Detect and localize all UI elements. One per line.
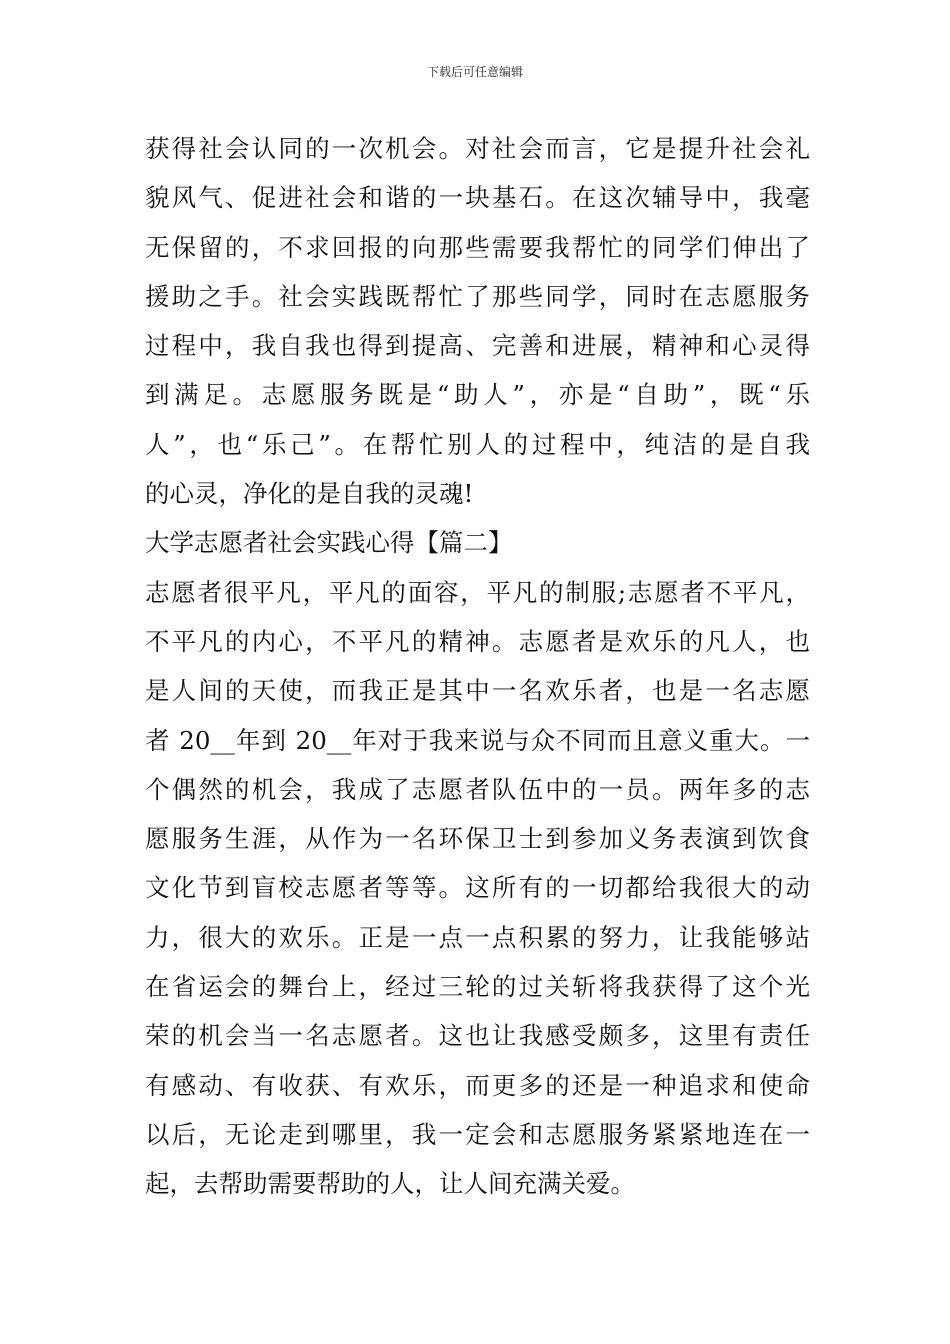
text-line: 的心灵，净化的是自我的灵魂! (145, 479, 474, 509)
text-line: 在省运会的舞台上，经过三轮的过关斩将我获得了这个光 (145, 972, 810, 1002)
text-line: 是人间的天使，而我正是其中一名欢乐者，也是一名志愿 (145, 676, 810, 706)
text-line: 荣的机会当一名志愿者。这也让我感受颇多，这里有责任 (145, 1021, 810, 1051)
text-line: 人”，也“乐己”。在帮忙别人的过程中，纯洁的是自我 (145, 429, 810, 459)
text-line: 援助之手。社会实践既帮忙了那些同学，同时在志愿服务 (145, 281, 810, 311)
text-line: 起，去帮助需要帮助的人，让人间充满关爱。 (145, 1169, 635, 1199)
text-line: 者 20__年到 20__年对于我来说与众不同而且意义重大。一 (145, 725, 810, 755)
text-line: 有感动、有收获、有欢乐，而更多的还是一种追求和使命 (145, 1070, 810, 1100)
text-line: 貌风气、促进社会和谐的一块基石。在这次辅导中，我毫 (145, 183, 810, 213)
text-line: 获得社会认同的一次机会。对社会而言，它是提升社会礼 (145, 134, 810, 163)
text-line: 不平凡的内心，不平凡的精神。志愿者是欢乐的凡人，也 (145, 626, 810, 656)
text-line: 志愿者很平凡，平凡的面容，平凡的制服;志愿者不平凡， (145, 577, 810, 607)
text-line: 文化节到盲校志愿者等等。这所有的一切都给我很大的动 (145, 873, 810, 903)
text-line: 到满足。志愿服务既是“助人”，亦是“自助”，既“乐 (145, 380, 810, 410)
text-line: 愿服务生涯，从作为一名环保卫士到参加义务表演到饮食 (145, 824, 810, 854)
text-line: 力，很大的欢乐。正是一点一点积累的努力，让我能够站 (145, 922, 810, 952)
document-body (145, 124, 810, 1209)
text-line: 无保留的，不求回报的向那些需要我帮忙的同学们伸出了 (145, 232, 810, 262)
page-header: 下载后可任意编辑 (426, 65, 523, 79)
section-heading: 大学志愿者社会实践心得【篇二】 (145, 528, 513, 558)
text-line: 个偶然的机会，我成了志愿者队伍中的一员。两年多的志 (145, 774, 810, 804)
text-line: 以后，无论走到哪里，我一定会和志愿服务紧紧地连在一 (145, 1119, 810, 1149)
text-line: 过程中，我自我也得到提高、完善和进展，精神和心灵得 (145, 331, 810, 361)
